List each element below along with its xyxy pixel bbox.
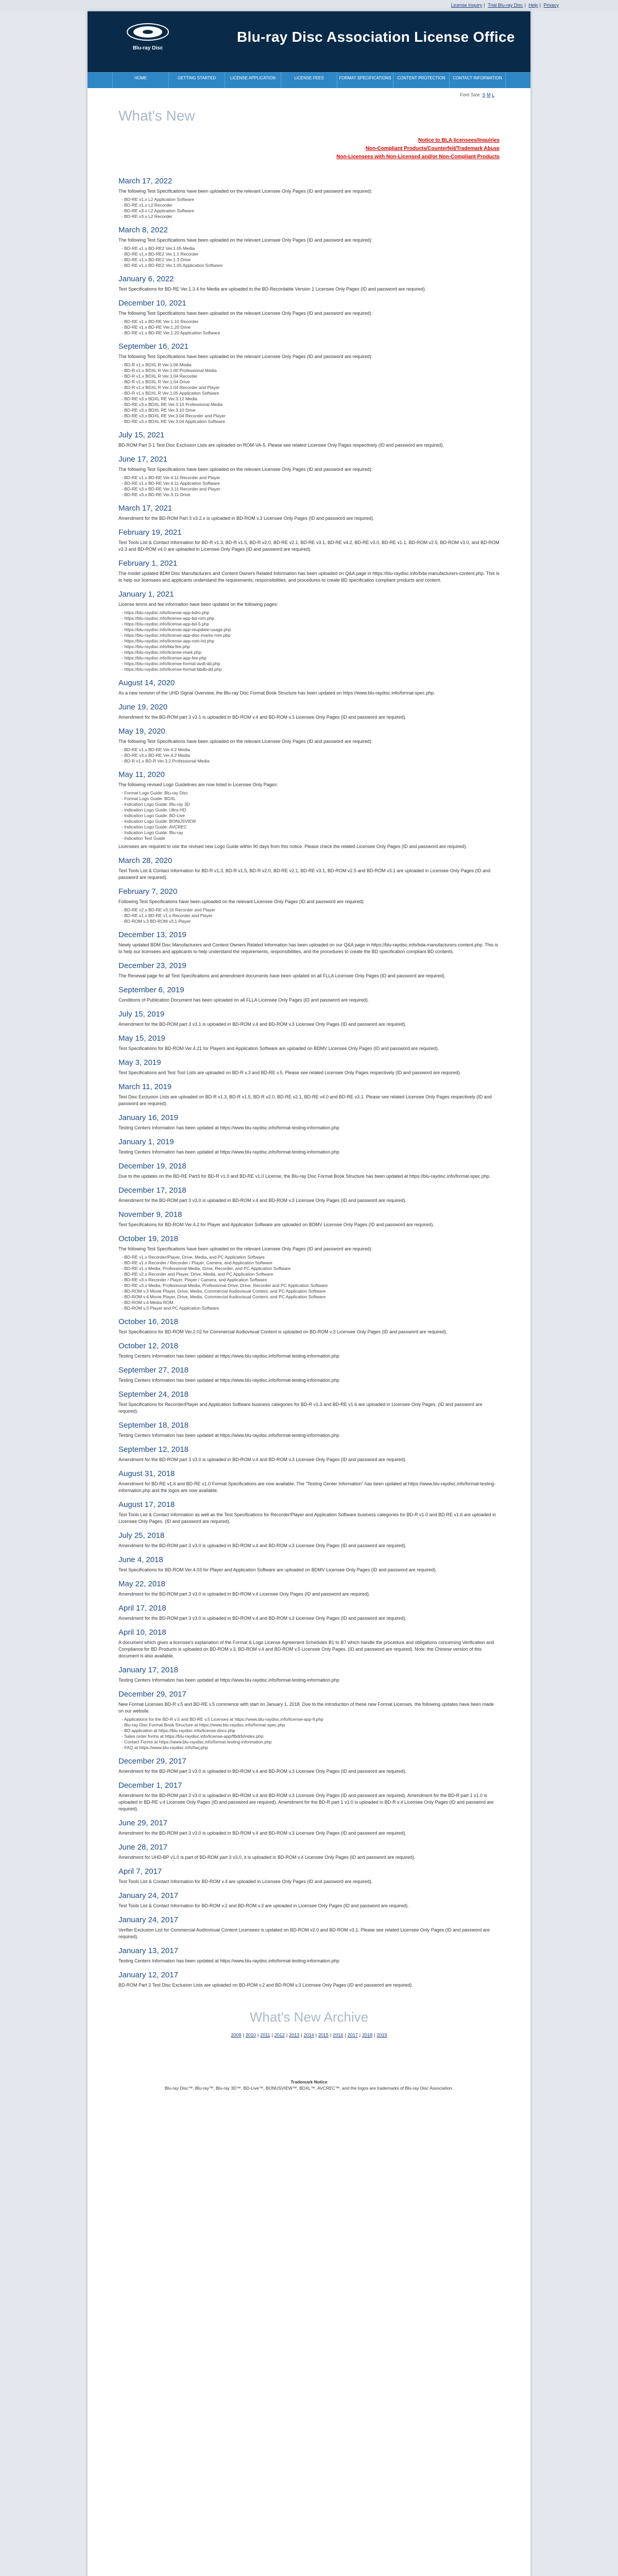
news-list-item: - BD-R v1.x BDXL R Ver.1.05 Application Software xyxy=(122,391,500,396)
news-entry xyxy=(118,528,500,553)
news-list-item: - BD-ROM v.4 Media ROM xyxy=(122,1300,500,1306)
news-date: December 17, 2018 xyxy=(118,1186,186,1195)
font-size-small[interactable]: S xyxy=(482,92,486,97)
news-text: Test Specifications and Test Tool Lists are uploaded on BD-R v.3 and BD-RE v.5. Please see related Licensee Only Pages respectively (ID and password are required). xyxy=(118,1070,461,1075)
news-text: Test Tools List & Contact Information for BD-R v1.3, BD-R v1.5, BD-R v2.0, BD-RE v2.1, BD-RE v3.1, BD-ROM v2.5 and BD-ROM v3.1 are uploaded in Licensee Only Pages (ID and password are required). xyxy=(118,868,491,880)
news-entry xyxy=(118,455,500,498)
news-date: January 1, 2019 xyxy=(118,1138,174,1146)
news-entry xyxy=(118,1445,500,1463)
news-text: Testing Centers Information has been updated at https://www.blu-raydisc.info/format-testing-information.php xyxy=(118,1677,339,1683)
news-entry xyxy=(118,1946,500,1964)
archive-year-link[interactable]: 2010 xyxy=(245,2032,256,2038)
archive-year-link[interactable]: 2018 xyxy=(362,2032,373,2038)
news-date: March 8, 2022 xyxy=(118,226,168,234)
news-item-list xyxy=(118,790,500,841)
news-list-item: - https://blu-raydisc.info/license-app-bd-5.php xyxy=(122,621,500,627)
news-entry xyxy=(118,887,500,924)
news-text: Testing Centers Information has been updated at https://www.blu-raydisc.info/format-testing-information.php xyxy=(118,1125,339,1130)
news-list-item: - https://blu-raydisc.info/bla-fee.php xyxy=(122,644,500,650)
news-date: June 28, 2017 xyxy=(118,1843,168,1852)
archive-year-link[interactable]: 2014 xyxy=(303,2032,314,2038)
news-list-item: - BD-RE v1.x BD-RE2 Ver.1.3 Drive xyxy=(122,257,500,263)
news-entry xyxy=(118,1210,500,1228)
news-entry xyxy=(118,342,500,425)
news-text: The model updated BDM Disc Manufacturers and Content Owners Related Information has been uploaded on Q&A page in https://blu-raydisc.info/bda-manufacturers-content.php. This is to help our licensees and applicants understand the requirements, responsibilities, and procedures to create BD specification compliant products and content. xyxy=(118,571,500,583)
news-date: August 31, 2018 xyxy=(118,1469,175,1478)
news-date: February 19, 2021 xyxy=(118,528,182,537)
utility-links: License Inquiry | Trial Blu-ray Disc | Help | Privacy xyxy=(451,3,559,8)
news-entry xyxy=(118,1580,500,1598)
news-text: Amendment for the BD-ROM part 3 v3.0 is uploaded in BD-ROM v.4 and BD-ROM v.3 Licensee Only Pages (ID and password are required). xyxy=(118,1616,406,1621)
news-text: The following Test Specifications have been uploaded on the relevant Licensee Only Pages (ID and password are required): xyxy=(118,189,373,194)
news-text: BD-ROM Part 3-1 Test Disc Exclusion Lists are uploaded on ROM-VA-5. Please see related Licensee Only Pages respectively (ID and password are required). xyxy=(118,443,444,448)
nav-contact-information[interactable]: CONTACT INFORMATION xyxy=(450,73,506,88)
news-date: January 13, 2017 xyxy=(118,1946,178,1955)
news-list-item: - BD-R v1.x BDXL R Ver.1.04 Recorder xyxy=(122,374,500,379)
news-list-item: - Indication Text Guide xyxy=(122,836,500,841)
news-list-item: - Indication Logo Guide: Ultra HD xyxy=(122,807,500,813)
news-text: Amendment for the BD-ROM part 3 v3.0 is uploaded in BD-ROM v.4 Licensee Only Pages (ID and password are required). xyxy=(118,1591,370,1597)
news-list-item: - BD-R v1.x BDXL R Ver.1.04 Drive xyxy=(122,379,500,385)
news-entry xyxy=(118,1082,500,1107)
news-entry xyxy=(118,1971,500,1989)
news-date: December 29, 2017 xyxy=(118,1690,186,1699)
news-list-item: - BD-RE v3.x L2 Recorder xyxy=(122,214,500,219)
news-entry xyxy=(118,1628,500,1659)
news-text: The following Test Specifications have been uploaded on the relevant Licensee Only Pages (ID and password are required): xyxy=(118,739,373,744)
archive-heading: What's New Archive xyxy=(249,2009,369,2025)
news-text: Newly updated BDM Disc Manufacturers and Content Owners Related Information has been uploaded on our Q&A page in https://blu-raydisc.info/bda-manufacturers-content.php. This is to help our licensees and applicants to help understand the requirements, responsibilities, and the procedures to create the BD specification compliant BD contents. xyxy=(118,942,499,954)
news-date: December 23, 2019 xyxy=(118,961,186,970)
news-date: August 17, 2018 xyxy=(118,1500,175,1509)
news-text: Test Specifications for BD-ROM Ver.4.2 for Player and Application Software are uploaded on BDMV Licensee Only Pages (ID and password are required). xyxy=(118,1222,434,1227)
news-entry xyxy=(118,1555,500,1573)
news-item-list xyxy=(118,747,500,764)
news-entry xyxy=(118,559,500,584)
site-title: Blu-ray Disc Association License Office xyxy=(237,29,515,45)
news-list-item: - BD-ROM v.3 Movie Player, Drive, Media, Commercial Audiovisual Content, and PC Application Software xyxy=(122,1289,500,1294)
news-date: June 17, 2021 xyxy=(118,455,168,464)
trial-bd-link[interactable]: Trial Blu-ray Disc xyxy=(488,3,523,8)
news-list-item: - Blu-ray Disc Format Book Structure at https://www.blu-raydisc.info/format-spec.php xyxy=(122,1722,500,1728)
news-text: Amendment for UHD-BP v1.0 is part of BD-ROM part 3 v3.0, it is uploaded in BD-ROM v.4 Licensee Only Pages (ID and password are required). xyxy=(118,1855,416,1860)
news-item-list xyxy=(118,362,500,425)
news-list-item: - BD-RE v1.x BD-RE2 Ver.1.1 Recorder xyxy=(122,251,500,257)
news-list-item: - Contact Forms at https://www.blu-raydisc.info/format-testing-information.php xyxy=(122,1739,500,1745)
news-item-list xyxy=(118,319,500,336)
news-date: January 12, 2017 xyxy=(118,1971,178,1979)
news-entry xyxy=(118,1034,500,1052)
nav-content-protection[interactable]: CONTENT PROTECTION xyxy=(393,73,450,88)
news-text: Test Specifications for BD-RE Ver.1.3.4 for Media are uploaded to the BD-Recordable Version 1 Licensee Only Pages (ID and password are required). xyxy=(118,286,426,292)
news-text: Amendment for the BD-ROM part 3 v3.0 is uploaded in BD-ROM v.4 and BD-ROM v.3 Licensee Only Pages (ID and password are required). xyxy=(118,1198,406,1203)
news-entry xyxy=(118,1113,500,1131)
font-size-control xyxy=(88,88,530,97)
news-text: Testing Centers Information has been updated at https://www.blu-raydisc.info/format-testing-information.php xyxy=(118,1958,339,1963)
news-list-item: - BD-RE v1.x BD-RE Ver.1.20 Application Software xyxy=(122,330,500,336)
news-date: September 27, 2018 xyxy=(118,1366,188,1375)
archive-year-link[interactable]: 2015 xyxy=(318,2032,329,2038)
news-entry xyxy=(118,1469,500,1494)
news-list-item: - BD-RE v1.x Media, Professional Media, Drive, Recorder, and PC Application Software xyxy=(122,1266,500,1272)
utility-bar xyxy=(0,0,618,11)
archive-year-link[interactable]: 2009 xyxy=(231,2032,242,2038)
news-entry xyxy=(118,1010,500,1028)
news-text: Verifier Exclusion List for Commercial Audiovisual Content Licensees is updated on BD-ROM v2.0 and BD-ROM v3.1. Please see related Licensee Only Pages (ID and password are required). xyxy=(118,1927,490,1939)
news-date: January 6, 2022 xyxy=(118,275,174,283)
news-date: August 14, 2020 xyxy=(118,679,175,687)
news-text: Test Specifications for BD-ROM Ver.4.21 for Players and Application Software are uploaded on BDMV Licensee Only Pages (ID and password are required). xyxy=(118,1046,439,1051)
news-list-item: - BD-RE v3.x BDXL RE Ver.3.12 Media xyxy=(122,396,500,402)
news-text: Test Specifications for BD-ROM Ver.4.03 for Player and Application Software are uploaded on BDMV Licensee Only Pages (ID and password are required). xyxy=(118,1567,437,1572)
news-item-list xyxy=(118,197,500,219)
page-title: What's New xyxy=(118,108,195,124)
trademark-notice xyxy=(118,2079,500,2091)
news-text: The following Test Specifications have been uploaded on the relevant Licensee Only Pages (ID and password are required): xyxy=(118,311,373,316)
news-text: Amendment for BD-RE v1.6 and BD-RE v1.0 Format Specifications are now available. The "Testing Center Information" has been updated at https://www.blu-raydisc.info/format-testing-information.php and the logos are now available. xyxy=(118,1481,496,1493)
news-entry xyxy=(118,275,500,293)
news-date: September 12, 2018 xyxy=(118,1445,188,1454)
news-list-item: - BD-ROM v.3 Player and PC Application Software xyxy=(122,1306,500,1311)
news-list-item: - BD-RE v1.x BD-RE Ver.4.2 Media xyxy=(122,747,500,753)
news-text: Test Specifications for Recorder/Player and Application Software business categories for BD-R v1.3 and BD-RE v1.6 are uploaded in Licensee Only Pages. (ID and password are required). xyxy=(118,1402,483,1414)
news-list-item: - BD-R v1.x BDXL R Ver.1.04 Recorder and Player xyxy=(122,385,500,391)
news-date: October 19, 2018 xyxy=(118,1234,178,1243)
news-text: A document which gives a licensee's explanation of the Format & Logo License Agreement Schedules B1 to B7 which handle the procedure and obligations concerning Verification and Compliance for BD Products is uploaded on BD-ROM v.3, BD-ROM v.4 and BD-ROM v.5 Licensee Only Pages. (ID and password are required). Note: the Chinese version of this document is also available. xyxy=(118,1640,494,1658)
news-entry xyxy=(118,856,500,881)
news-text: The following revised Logo Guidelines are now listed in Licensee Only Pages: xyxy=(118,782,278,787)
news-item-list xyxy=(118,1717,500,1751)
page-container xyxy=(88,11,530,2576)
news-date: January 16, 2019 xyxy=(118,1113,178,1122)
news-text-followup: Licensees are required to use the revised new Logo Guide within 90 days from this notice. Please check the related Licensee Only Pages (ID and password are required). xyxy=(118,844,467,849)
news-entry xyxy=(118,1138,500,1156)
news-text: The following Test Specifications have been uploaded on the relevant Licensee Only Pages (ID and password are required): xyxy=(118,238,373,243)
archive-years: 2009 | 2010 | 2011 | 2012 | 2013 | 2014 | 2015 | 2016 | 2017 | 2018 | 2019 xyxy=(231,2032,387,2038)
news-entry xyxy=(118,590,500,672)
news-list-item: - BD-RE v3.x Media, Professional Media, Professional Drive, Drive, Recorder and PC Application Software xyxy=(122,1283,500,1289)
news-text: The following Test Specifications have been uploaded on the relevant Licensee Only Pages (ID and password are required): xyxy=(118,354,373,359)
archive-year-link[interactable]: 2013 xyxy=(289,2032,300,2038)
news-entry xyxy=(118,986,500,1004)
news-date: April 17, 2018 xyxy=(118,1604,166,1613)
news-item-list xyxy=(118,1255,500,1311)
news-list-item: - BD-RE v1.x BD-RE2 Ver.1.05 Application Software xyxy=(122,263,500,268)
news-date: September 24, 2018 xyxy=(118,1390,188,1399)
news-list-item: - BD-RE v3.x BD-RE Ver.4.2 Media xyxy=(122,753,500,758)
news-date: March 28, 2020 xyxy=(118,856,173,865)
news-date: January 17, 2018 xyxy=(118,1666,178,1674)
news-list-item: - https://blu-raydisc.info/license-app-fee.php xyxy=(122,655,500,661)
news-date: March 11, 2019 xyxy=(118,1082,172,1091)
blu-ray-logo[interactable] xyxy=(119,21,176,53)
news-text: BD-ROM Part 3 Test Disc Exclusion Lists are uploaded on BD-ROM v.2 and BD-ROM v.3 Licensee Only Pages (ID and password are required). xyxy=(118,1982,413,1988)
news-text: Amendment for the BD-ROM part 3 v3.1 is uploaded in BD-ROM v.4 and BD-ROM v.3 Licensee Only Pages (ID and password are required). xyxy=(118,715,406,720)
news-text: The Renewal page for all Test Specifications and amendment documents have been updated on all FLLA Licensee Only Pages (ID and password are required). xyxy=(118,973,446,978)
news-list-item: - BD-ROM v.4 Movie Player, Drive, Media, Commercial Audiovisual Content, and PC Application Software xyxy=(122,1294,500,1300)
news-list-item: - Indication Logo Guide: Blu-ray 3D xyxy=(122,802,500,807)
nav-license-application[interactable]: LICENSE APPLICATION xyxy=(225,73,281,88)
trademark-title: Trademark Notice xyxy=(290,2079,328,2084)
news-item-list xyxy=(118,475,500,498)
news-text: Testing Centers Information has been updated at https://www.blu-raydisc.info/format-testing-information.php xyxy=(118,1353,339,1359)
news-entry xyxy=(118,1531,500,1549)
archive-year-link[interactable]: 2016 xyxy=(333,2032,344,2038)
news-text: Amendment for the BD-ROM part 3 v3.0 is uploaded in BD-ROM v.4 and BD-ROM v.3 Licensee Only Pages (ID and password are required). xyxy=(118,1831,406,1836)
news-date: February 7, 2020 xyxy=(118,887,178,896)
news-date: December 13, 2019 xyxy=(118,930,186,939)
news-text: Amendment for the BD-ROM part 3 v3.0 is uploaded in BD-ROM v.4 and BD-ROM v.3 Licensee Only Pages (ID and password are required). xyxy=(118,1543,406,1548)
news-text: Due to the updates on the BD-RE Part3 for BD-R v1.0 and BD-RE v1.0 License, the Blu-ray Disc Format Book Structure has been updated at https://blu-raydisc.info/format-spec.php. xyxy=(118,1174,491,1179)
news-list-item: - https://blu-raydisc.info/license-format-avdt-dd.php xyxy=(122,661,500,667)
news-date: June 4, 2018 xyxy=(118,1555,163,1564)
news-list-item: - Sales order forms at https://blu-raydisc.info/license-app/flbdrb/index.php xyxy=(122,1734,500,1739)
news-date: January 24, 2017 xyxy=(118,1916,178,1924)
news-entry xyxy=(118,1421,500,1439)
news-text: Conditions of Publication Document has been uploaded on all FLLA Licensee Only Pages (ID and password are required). xyxy=(118,997,369,1003)
news-date: June 19, 2020 xyxy=(118,703,168,711)
font-size-label: Font Size: xyxy=(460,92,481,97)
news-list-item: - BD-RE v1.x BD-RE Ver.1.10 Recorder xyxy=(122,319,500,325)
news-list-item: - BD-RE v3.x BDXL RE Ver.3.04 Recorder and Player xyxy=(122,413,500,419)
news-text: Testing Centers Information has been updated at https://www.blu-raydisc.info/format-testing-information.php xyxy=(118,1149,339,1155)
news-list-item: - BD-RE v2.x Recorder and Player, Drive, Media, and PC Application Software xyxy=(122,1272,500,1277)
news-date: January 1, 2021 xyxy=(118,590,174,599)
news-date: October 16, 2018 xyxy=(118,1317,178,1326)
font-size-medium[interactable]: M xyxy=(486,92,491,97)
news-list-item: - BD-RE v3.x BDXL RE Ver.3.10 Professional Media xyxy=(122,402,500,408)
news-entry xyxy=(118,1317,500,1335)
news-entry xyxy=(118,1500,500,1525)
news-list-item: - https://blu-raydisc.info/license-app-rom-hd.php xyxy=(122,638,500,644)
news-text: Amendment for the BD-ROM part 3 v3.0 is uploaded in BD-ROM v.4 and BD-ROM v.3 Licensee Only Pages (ID and password are required). Amendment for the BD-R part 1 v1.0 is uploaded in BD-RE v.4 Licensee Only Pages (ID and password are required). Amendment for the BD-R part 1 v1.0 is uploaded in BD-R v.4 Licensee Only Pages (ID and password are required). xyxy=(118,1793,494,1811)
news-date: May 19, 2020 xyxy=(118,727,165,736)
news-text: The following Test Specifications have been uploaded on the relevant Licensee Only Pages (ID and password are required): xyxy=(118,1246,373,1251)
news-list-item: - BD-RE v1.x Recorder / Recorder / Player, Camera, and Application Software xyxy=(122,1260,500,1266)
news-list-item: - BD-RE v1.x BD-RE Ver.4.11 Application Software xyxy=(122,481,500,486)
news-list-item: - BD-ROM v.3 BD-ROM v3.1 Player xyxy=(122,919,500,924)
news-entry xyxy=(118,1757,500,1775)
news-date: September 6, 2019 xyxy=(118,986,184,994)
news-entry xyxy=(118,1234,500,1311)
news-text: Test Tools List & Contact Information for BD-ROM v.2 and BD-ROM v.3 are uploaded in Licensee Only Pages (ID and password are required). xyxy=(118,1903,409,1908)
news-date: April 10, 2018 xyxy=(118,1628,166,1637)
news-list-item: - BD-RE v3.x BDXL RE Ver.3.10 Drive xyxy=(122,408,500,413)
news-entry xyxy=(118,1819,500,1837)
news-date: December 29, 2017 xyxy=(118,1757,186,1766)
news-text: Test Tools List & Contact Information as well as the Test Specifications for Recorder/Player and Application Software business categories for BD-R v1.0 and BD-RE v1.6 are uploaded in Licensee Only Pages. (ID and password are required). xyxy=(118,1512,496,1524)
news-list-item: - BD-RE v1.x Recorder/Player, Drive, Media, and PC Application Software xyxy=(122,1255,500,1260)
news-text: Amendment for the BD-ROM part 3 v3.1 is uploaded in BD-ROM v.4 and BD-ROM v.3 Licensee Only Pages (ID and password are required). xyxy=(118,1022,406,1027)
news-entry xyxy=(118,770,500,850)
news-entry xyxy=(118,1390,500,1415)
news-list-item: - BD-R v1.x BD-R Ver.3.2 Professional Media xyxy=(122,758,500,764)
news-date: July 25, 2018 xyxy=(118,1531,165,1540)
news-date: March 17, 2021 xyxy=(118,504,173,513)
news-list-item: - https://blu-raydisc.info/license-format-bbdb-dd.php xyxy=(122,667,500,672)
news-date: September 18, 2018 xyxy=(118,1421,188,1430)
news-list-item: - BD-RE v2.x BD-RE v3.16 Recorder and Player xyxy=(122,907,500,913)
news-date: May 22, 2018 xyxy=(118,1580,165,1588)
news-text: Test Tools List & Contact Information for BD-ROM v.4 are uploaded in Licensee Only Pages (ID and password are required). xyxy=(118,1879,373,1884)
news-date: February 1, 2021 xyxy=(118,559,178,568)
news-entry xyxy=(118,1342,500,1360)
news-text: Testing Centers Information has been updated at https://www.blu-raydisc.info/format-testing-information.php xyxy=(118,1378,339,1383)
news-text: Amendment for the BD-ROM part 3 v3.0 is uploaded in BD-ROM v.4 and BD-ROM v.3 Licensee Only Pages (ID and password are required). xyxy=(118,1457,406,1462)
news-list-item: - https://blu-raydisc.info/license-app-bdro.php xyxy=(122,610,500,616)
news-entry xyxy=(118,226,500,268)
news-item-list xyxy=(118,246,500,268)
archive-year-link[interactable]: 2017 xyxy=(347,2032,358,2038)
logo-text: Blu-ray Disc xyxy=(132,45,163,51)
news-entry xyxy=(118,1058,500,1076)
news-date: May 3, 2019 xyxy=(118,1058,161,1067)
license-inquiry-link[interactable]: License Inquiry xyxy=(451,3,483,8)
nav-format-specifications[interactable]: FORMAT SPECIFICATIONS xyxy=(337,73,393,88)
news-list xyxy=(118,177,500,1989)
news-text: License terms and fee information have been updated on the following pages: xyxy=(118,602,278,607)
news-text: Following Test Specifications have been uploaded on the relevant Licensee Only Pages (ID and password are required): xyxy=(118,899,365,904)
news-list-item: - BD-RE v3.x BD-RE Ver.3.11 Drive xyxy=(122,492,500,498)
news-list-item: - Indication Logo Guide: Blu-ray xyxy=(122,830,500,836)
news-entry xyxy=(118,1604,500,1622)
news-list-item: - BD-RE v1.x L2 Application Software xyxy=(122,197,500,202)
news-list-item: - Indication Logo Guide: AVCREC xyxy=(122,824,500,830)
news-text: The following Test Specifications have been uploaded on the relevant Licensee Only Pages (ID and password are required): xyxy=(118,467,373,472)
news-entry xyxy=(118,1867,500,1885)
news-entry xyxy=(118,961,500,979)
news-list-item: - BD-RE v1.x L2 Recorder xyxy=(122,202,500,208)
news-text: As a new revision of the UHD Signal Overview, the Blu-ray Disc Format Book Structure has been updated on https://www.blu-raydisc.info/format-spec.php. xyxy=(118,690,435,696)
news-date: January 24, 2017 xyxy=(118,1891,178,1900)
news-list-item: - BD-RE v3.x BDXL RE Ver.3.04 Application Software xyxy=(122,419,500,425)
news-text: Amendment for the BD-ROM Part 3 v3.2.x is uploaded in BD-ROM v.3 Licensee Only Pages (ID and password are required). xyxy=(118,516,374,521)
news-entry xyxy=(118,1916,500,1940)
notice-link-licensees[interactable]: Notice to BLA licensees/Inquiries xyxy=(418,138,500,143)
news-date: September 16, 2021 xyxy=(118,342,188,351)
news-list-item: - BD-R v1.x BDXL R Ver.1.00 Professional Media xyxy=(122,368,500,374)
news-list-item: - BD application at https://blu-raydisc.info/license-docs.php xyxy=(122,1728,500,1734)
news-entry xyxy=(118,727,500,764)
notice-link-nonlicensees[interactable]: Non-Licensees with Non-Licensed and/or Non-Compliant Products xyxy=(336,154,500,160)
news-list-item: - FAQ at https://www.blu-raydisc.info/faq.php xyxy=(122,1745,500,1751)
font-size-large[interactable]: L xyxy=(491,92,494,97)
news-list-item: - BD-RE v3.x BD-RE Ver.3.11 Recorder and Player xyxy=(122,486,500,492)
news-list-item: - Applications for the BD-R v.5 and BD-RE v.5 Licenses at https://www.blu-raydisc.info/license-app-fl.php xyxy=(122,1717,500,1722)
news-entry xyxy=(118,1843,500,1861)
archive-year-link[interactable]: 2019 xyxy=(376,2032,387,2038)
news-list-item: - BD-RE v1.x BD-RE Ver.1.20 Drive xyxy=(122,325,500,330)
news-list-item: - Format Logo Guide: BDXL xyxy=(122,796,500,802)
news-text: Amendment for the BD-ROM part 3 v3.0 is uploaded in BD-ROM v.4 and BD-ROM v.3 Licensee Only Pages (ID and password are required). xyxy=(118,1769,406,1774)
news-date: March 17, 2022 xyxy=(118,177,173,185)
news-list-item: - https://blu-raydisc.info/license-mark.php xyxy=(122,650,500,655)
help-link[interactable]: Help xyxy=(528,3,538,8)
main-content xyxy=(88,108,530,2091)
news-list-item: - BD-RE v1.x BD-RE Ver.4.11 Recorder and Player xyxy=(122,475,500,481)
news-date: October 12, 2018 xyxy=(118,1342,178,1350)
news-entry xyxy=(118,1366,500,1384)
news-entry xyxy=(118,1891,500,1909)
news-list-item: - BD-RE v1.x BD-RE v1.x Recorder and Player xyxy=(122,913,500,919)
news-text: Test Tools List & Contact Information for BD-R v1.3, BD-R v1.5, BD-R v2.0, BD-RE v2.1, BD-RE v3.1, BD-RE v4.2, BD-RE v3.0, BD-RE v1.1, BD-ROM v2.5, BD-ROM v3.0, and BD-ROM v3.3 and BD-ROM v4.0 are uploaded in Licensee Only Pages (ID and password are required). xyxy=(118,540,500,552)
main-nav xyxy=(88,72,530,88)
news-list-item: - BD-RE v3.x L2 Application Software xyxy=(122,208,500,214)
news-date: December 19, 2018 xyxy=(118,1162,186,1171)
news-list-item: - https://blu-raydisc.info/license-app-disc-marks-rom.php xyxy=(122,633,500,638)
news-date: July 15, 2021 xyxy=(118,431,165,439)
news-list-item: - BD-RE v1.x BD-RE2 Ver.1.05 Media xyxy=(122,246,500,251)
news-date: December 1, 2017 xyxy=(118,1781,182,1790)
news-date: December 10, 2021 xyxy=(118,299,186,308)
news-entry xyxy=(118,1781,500,1812)
news-list-item: - BD-R v1.x BDXL R Ver.1.06 Media xyxy=(122,362,500,368)
notice-link-noncompliant[interactable]: Non-Compliant Products/Counterfeit/Trademark Abuse xyxy=(365,146,500,151)
news-text: New Format Licenses BD-R v.5 and BD-RE v.5 commence with start on January 1, 2018. Due to the introduction of these new Format Licenses, the following updates have been made on our website. xyxy=(118,1702,494,1714)
news-text: Test Specifications for BD-ROM Ver.2.02 for Commercial Audiovisual Content is uploaded on BD-ROM v.3 Licensee Only Pages (ID and password are required). xyxy=(118,1329,448,1334)
news-text: Testing Centers Information has been updated at https://www.blu-raydisc.info/format-testing-information.php xyxy=(118,1433,339,1438)
nav-home[interactable]: HOME xyxy=(112,73,169,88)
news-date: May 11, 2020 xyxy=(118,770,165,779)
news-entry xyxy=(118,1186,500,1204)
news-entry xyxy=(118,177,500,219)
news-list-item: - https://blu-raydisc.info/license-app-bd-rom.php xyxy=(122,616,500,621)
news-entry xyxy=(118,431,500,449)
news-entry xyxy=(118,703,500,721)
news-date: May 15, 2019 xyxy=(118,1034,165,1043)
news-item-list xyxy=(118,610,500,672)
nav-getting-started[interactable]: GETTING STARTED xyxy=(169,73,225,88)
archive-year-link[interactable]: 2012 xyxy=(274,2032,285,2038)
news-date: April 7, 2017 xyxy=(118,1867,162,1876)
disc-logo-icon xyxy=(119,21,176,53)
news-date: July 15, 2019 xyxy=(118,1010,165,1019)
news-list-item: - BD-RE v3.x Recorder / Player, Player / Camera, and Application Software xyxy=(122,1277,500,1283)
news-entry xyxy=(118,930,500,955)
news-entry xyxy=(118,299,500,336)
news-list-item: - Indication Logo Guide: BD-Live xyxy=(122,813,500,819)
news-entry xyxy=(118,1162,500,1180)
trademark-text: Blu-ray Disc™, Blu-ray™, Blu-ray 3D™, BD-Live™, BONUSVIEW™, BDXL™, AVCREC™, and the logos are trademarks of Blu-ray Disc Association. xyxy=(164,2086,454,2091)
notice-links xyxy=(118,137,500,161)
privacy-link[interactable]: Privacy xyxy=(543,3,559,8)
news-list-item: - Indication Logo Guide: BONUSVIEW xyxy=(122,819,500,824)
news-list-item: - https://blu-raydisc.info/license-app-reupdate-usage.php xyxy=(122,627,500,633)
news-entry xyxy=(118,1690,500,1751)
news-list-item: - Format Logo Guide: Blu-ray Disc xyxy=(122,790,500,796)
nav-license-fees[interactable]: LICENSE FEES xyxy=(281,73,337,88)
news-entry xyxy=(118,1666,500,1684)
news-text: Test Disc Exclusion Lists are uploaded on BD-R v1.3, BD-R v1.5, BD-R v2.0, BD-RE v2.1, BD-RE v4.0 and BD-RE v3.1. Please see related Licensee Only Pages respectively (ID and password are required). xyxy=(118,1094,492,1106)
news-date: June 29, 2017 xyxy=(118,1819,168,1827)
news-item-list xyxy=(118,907,500,924)
news-entry xyxy=(118,679,500,697)
news-date: November 9, 2018 xyxy=(118,1210,182,1219)
site-header xyxy=(88,11,530,72)
archive-year-link[interactable]: 2011 xyxy=(260,2032,270,2038)
news-entry xyxy=(118,504,500,522)
